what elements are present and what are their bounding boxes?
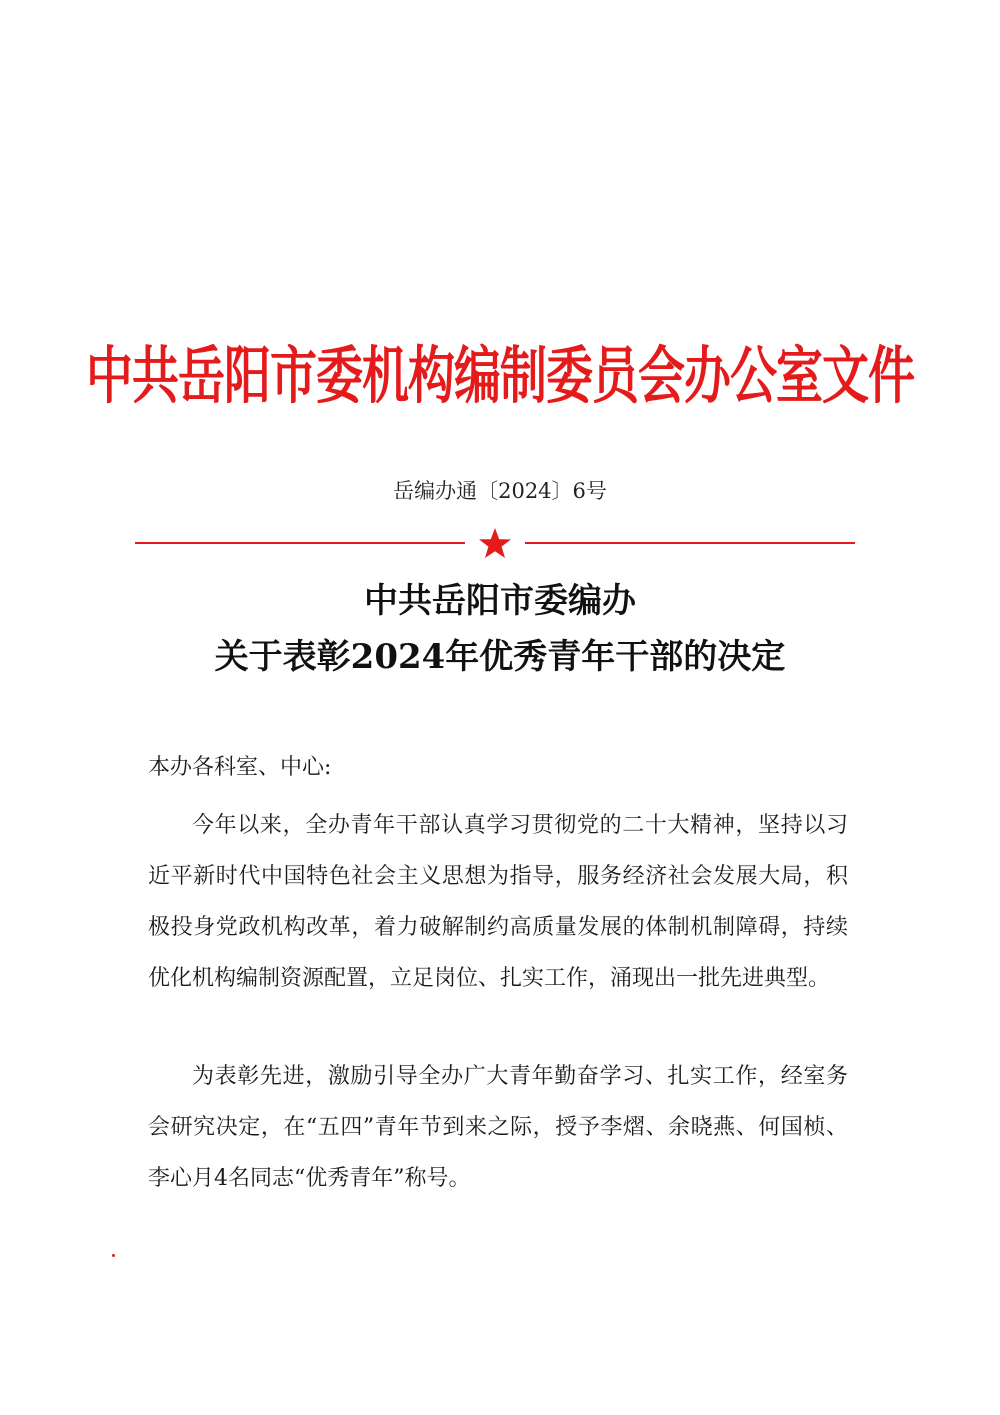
divider-line-right [525,542,855,544]
ink-speck [112,1254,115,1257]
document-title-line-1: 中共岳阳市委编办 [364,581,636,621]
star-icon [477,526,513,560]
document-number: 岳编办通〔2024〕6号 [393,479,607,503]
divider-line-left [135,542,465,544]
document-title-line-2: 关于表彰2024年优秀青年干部的决定 [214,637,786,677]
red-divider [135,526,855,560]
document-masthead: 中共岳阳市委机构编制委员会办公室文件 [86,340,914,414]
body-paragraph: 为表彰先进，激励引导全办广大青年勤奋学习、扎实工作，经室务会研究决定，在“五四”青年节到来之际，授予李熠、余晓燕、何国桢、李心月4名同志“优秀青年”称号。 [148,1064,848,1191]
salutation: 本办各科室、中心: [148,755,332,780]
body-paragraph: 今年以来，全办青年干部认真学习贯彻党的二十大精神，坚持以习近平新时代中国特色社会主义思想为指导，服务经济社会发展大局，积极投身党政机构改革，着力破解制约高质量发展的体制机制障碍，持续优化机构编制资源配置，立足岗位、扎实工作，涌现出一批先进典型。 [148,813,848,991]
